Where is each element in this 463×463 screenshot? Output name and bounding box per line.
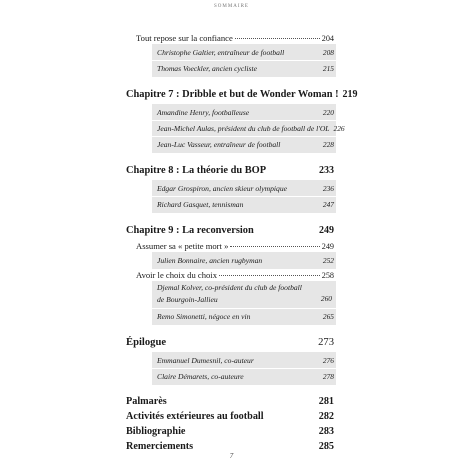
- toc-interview-entry[interactable]: [152, 282, 336, 309]
- interview-box: [152, 44, 336, 77]
- toc-interview-entry[interactable]: [152, 181, 336, 197]
- toc-interview-entry[interactable]: [152, 309, 336, 324]
- toc-page: 233: [319, 165, 334, 176]
- toc-page: 228: [322, 140, 334, 149]
- toc-page: 219: [342, 89, 358, 100]
- toc-label: Amandine Henry, footballeuse: [157, 108, 250, 117]
- toc-interview-entry[interactable]: [152, 253, 336, 268]
- toc-section-petite-mort[interactable]: [126, 240, 336, 252]
- toc-label-line2: de Bourgoin-Jallieu: [157, 295, 218, 304]
- toc-label: Claire Démarets, co-auteure: [157, 372, 244, 381]
- interview-box: [152, 104, 345, 153]
- toc-interview-entry[interactable]: [152, 105, 336, 121]
- toc-page: 283: [318, 426, 334, 437]
- toc-chapter-9[interactable]: [126, 222, 336, 240]
- toc-page: 265: [322, 312, 334, 321]
- toc-interview-entry[interactable]: [152, 353, 336, 369]
- interview-box: [152, 281, 336, 325]
- toc-page: 252: [322, 256, 334, 265]
- toc-label: Emmanuel Dumesnil, co-auteur: [157, 356, 254, 365]
- dot-leader: [235, 38, 320, 39]
- toc-chapter-8[interactable]: [126, 162, 336, 180]
- toc-section-confiance[interactable]: [126, 32, 336, 44]
- toc-interview-entry[interactable]: [152, 61, 336, 76]
- toc-interview-entry[interactable]: [152, 121, 345, 137]
- toc-label: Bibliographie: [126, 426, 186, 437]
- toc-page: 260: [320, 294, 332, 303]
- toc-page: 247: [322, 200, 334, 209]
- toc-interview-entry[interactable]: [152, 369, 336, 384]
- toc-label: Chapitre 8 : La théorie du BOP: [126, 165, 267, 176]
- toc-page: 278: [322, 372, 334, 381]
- toc-page: 236: [322, 184, 334, 193]
- toc-interview-entry[interactable]: [152, 197, 336, 212]
- toc-label: Remerciements: [126, 441, 194, 452]
- interview-box: [152, 180, 336, 213]
- toc-page: 204: [321, 34, 334, 43]
- toc-interview-entry[interactable]: [152, 137, 336, 152]
- toc-page: 285: [318, 441, 334, 452]
- toc-label: Jean-Luc Vasseur, entraîneur de football: [157, 140, 281, 149]
- toc-label: Épilogue: [126, 337, 167, 348]
- toc-label: Julien Bonnaire, ancien rugbyman: [157, 256, 263, 265]
- toc-label: Christophe Galtier, entraîneur de football: [157, 48, 285, 57]
- toc-bibliographie[interactable]: [126, 424, 336, 439]
- running-head: SOMMAIRE: [214, 4, 249, 9]
- toc-page: 249: [319, 225, 334, 236]
- interview-box: [152, 352, 336, 385]
- toc-page: 281: [318, 396, 334, 407]
- toc-page: 215: [322, 64, 334, 73]
- toc-page: 220: [322, 108, 334, 117]
- toc-label: Chapitre 7 : Dribble et but de Wonder Woman !: [126, 89, 339, 100]
- toc-label: Avoir le choix du choix: [136, 270, 217, 280]
- interview-box: [152, 252, 336, 269]
- toc-section-choix[interactable]: [126, 269, 336, 281]
- toc-label-line1: Djemal Kolver, co-président du club de football: [157, 283, 302, 292]
- dot-leader: [219, 275, 320, 276]
- page-number: 7: [229, 452, 234, 460]
- toc-page: 282: [318, 411, 334, 422]
- toc-label: Edgar Grospiron, ancien skieur olympique: [157, 184, 287, 193]
- toc-label: Richard Gasquet, tennisman: [157, 200, 244, 209]
- toc-page: 273: [318, 337, 334, 348]
- table-of-contents: [126, 32, 358, 454]
- toc-label: Remo Simonetti, négoce en vin: [157, 312, 251, 321]
- toc-label: Assumer sa « petite mort »: [136, 241, 229, 251]
- toc-activites[interactable]: [126, 409, 336, 424]
- toc-label: Activités extérieures au football: [126, 411, 264, 422]
- toc-label: Tout repose sur la confiance: [136, 33, 233, 43]
- toc-epilogue[interactable]: [126, 334, 336, 352]
- toc-page: 226: [333, 124, 345, 133]
- toc-page: 258: [321, 271, 334, 280]
- toc-label: Palmarès: [126, 396, 167, 407]
- toc-interview-entry[interactable]: [152, 45, 336, 61]
- toc-label: Chapitre 9 : La reconversion: [126, 225, 254, 236]
- toc-chapter-7[interactable]: [126, 86, 358, 104]
- toc-palmares[interactable]: [126, 394, 336, 409]
- toc-page: 276: [322, 356, 334, 365]
- toc-page: 208: [322, 48, 334, 57]
- toc-label: Thomas Voeckler, ancien cycliste: [157, 64, 257, 73]
- toc-label: Jean-Michel Aulas, président du club de football de l'OL: [157, 124, 330, 133]
- dot-leader: [230, 246, 319, 247]
- toc-page: 249: [321, 242, 334, 251]
